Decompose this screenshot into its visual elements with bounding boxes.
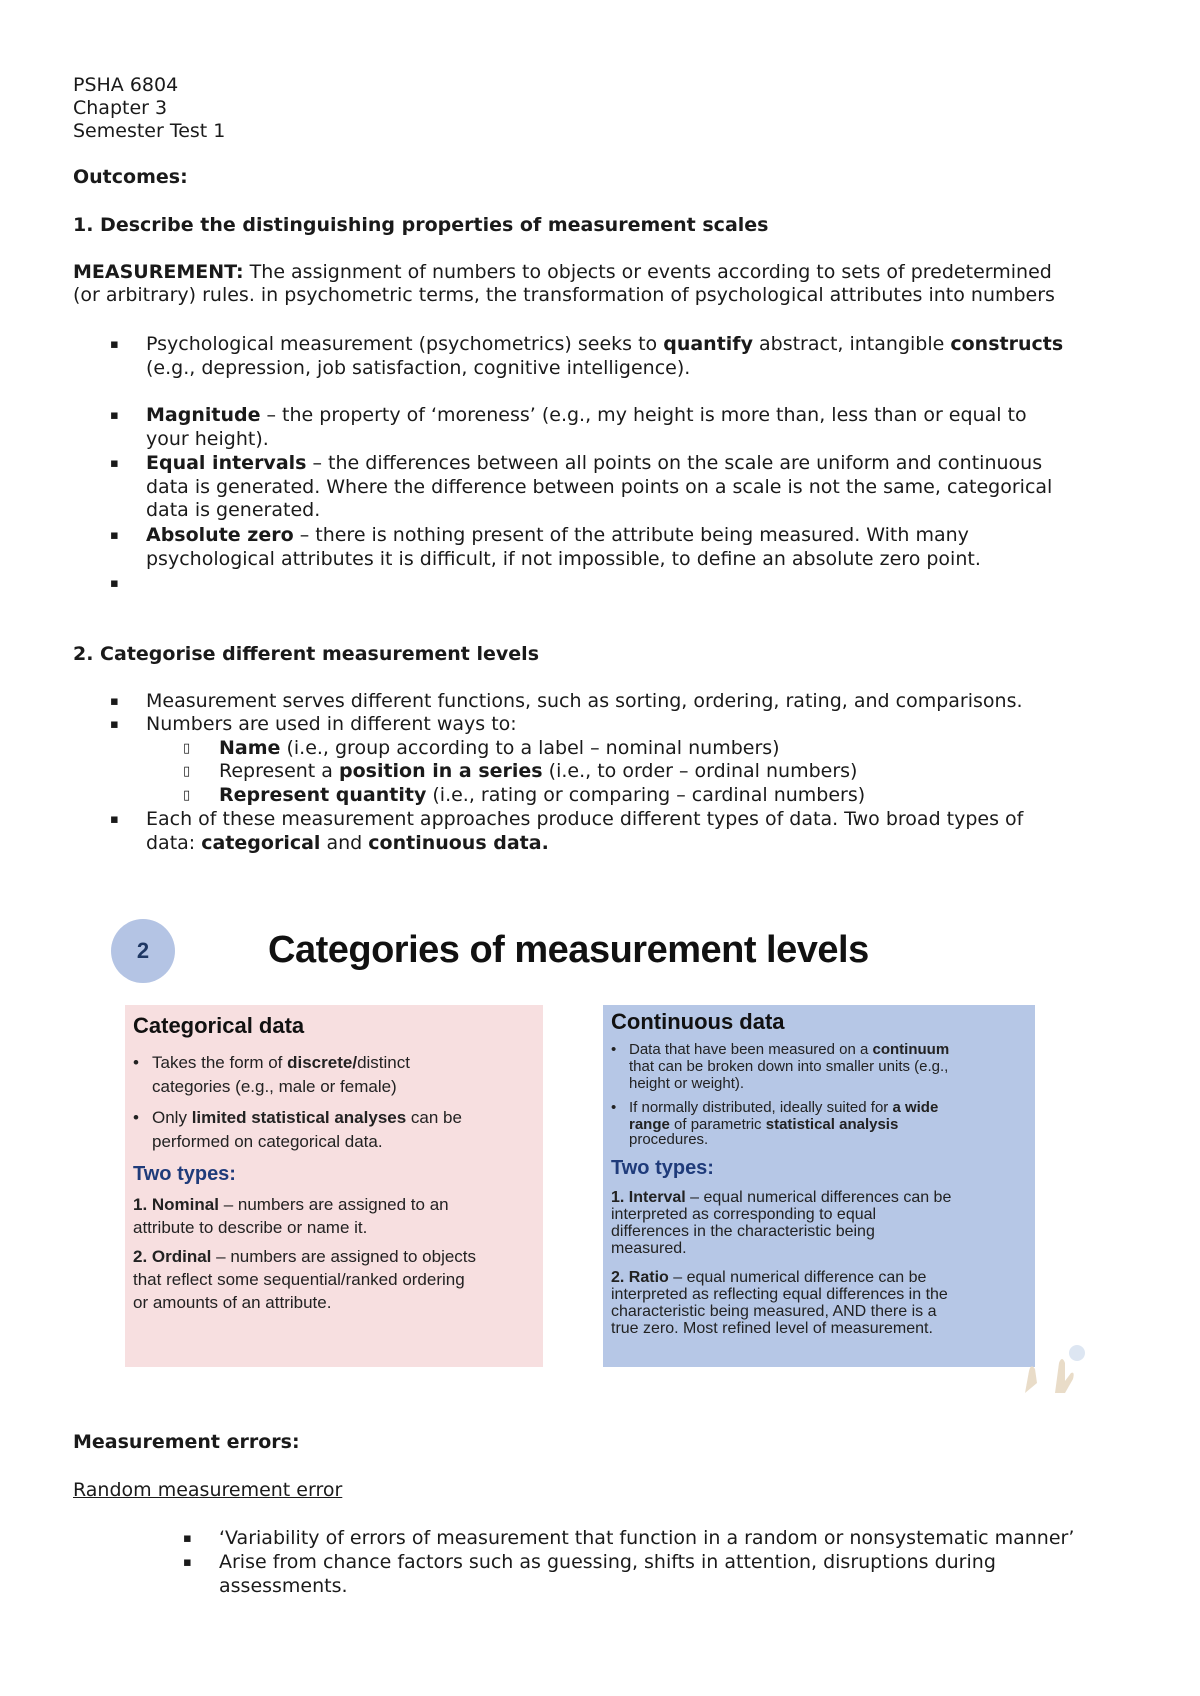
bullet-dot-icon: • [611,1041,617,1058]
slide-number-badge: 2 [111,919,175,983]
square-bullet-icon: ▪ [110,337,119,352]
errors-heading: Measurement errors: [73,1431,300,1453]
two-types-heading: Two types: [133,1163,236,1185]
square-bullet-icon: ▪ [110,812,119,827]
continuous-data-box: Continuous data • Data that have been measured on a continuum that can be broken down into smaller units (e.g., height or weight). • If normally distributed, ideally suited for a wide range of parametric statistical analysis procedures. Two types: 1. Interval – equal numerical differences can be interpreted as corresponding to equal differences in the characteristic being measured. 2. Ratio – equal numerical difference can be interpreted as reflecting equal differences in the characteristic being measured, AND there is a true zero. Most refined level of measurement. [603,1005,1035,1367]
missing-glyph-icon: ▯ [183,788,191,803]
chapter-label: Chapter 3 [73,97,168,119]
outcomes-heading: Outcomes: [73,166,188,188]
document-page: PSHA 6804 Chapter 3 Semester Test 1 Outcomes: 1. Describe the distinguishing properties of measurement scales MEASUREMENT: The assignment of numbers to objects or events according to sets of predetermined (or arbitrary) rules. in psychometric terms, the transformation of psychological attributes into numbers ▪ Psychological measurement (psychometrics) seeks to quantify abstract, intangible constructs (e.g., depression, job satisfaction, cognitive intelligence). ▪ Magnitude – the property of ‘moreness’ (e.g., my height is more than, less than or equal to your height). ▪ Equal intervals – the differences between all points on the scale are uniform and continuous data is generated. Where the difference between points on a scale is not the same, categorical data is generated. ▪ Absolute zero – there is nothing present of the attribute being measured. With many psychological attributes it is difficult, if not impossible, to define an absolute zero point. ▪ 2. Categorise different measurement levels ▪ Measurement serves different functions, such as sorting, ordering, rating, and comparisons. ▪ Numbers are used in different ways to: ▯ Name (i.e., group according to a label – nominal numbers) ▯ Represent a position in a series (i.e., to order – ordinal numbers) ▯ Represent quantity (i.e., rating or comparing – cardinal numbers) ▪ Each of these measurement approaches produce different types of data. Two broad types of data: categorical and continuous data. 2 Categories of measurement levels Categorical data • Takes the form of discrete/distinct categories (e.g., male or female) • Only limited statistical analyses can be performed on categorical data. Two types: 1. Nominal – numbers are assigned to an attribute to describe or name it. 2. Ordinal – numbers are assigned to objects that reflect some sequential/ranked ordering or amounts of an attribute. Continuous data • Data that have been measured on a continuum that can be broken down into smaller units (e.g., height or weight). • If normally distributed, ideally suited for a wide range of parametric statistical analysis procedures. Two types: 1. Interval – equal numerical differences can be interpreted as corresponding to equal differences in the characteristic being measured. 2. Ratio – equal numerical difference can be interpreted as reflecting equal differences in the characteristic being measured, AND there is a true zero. Most refined level of measurement. Measurement errors: Random measurement error ▪ ‘Variability of errors of measurement that function in a random or nonsystematic manner’ ▪ Arise from chance factors such as guessing, shifts in attention, disruptions during assessments. [0,0,1200,1696]
slide-figure [100,905,1085,1393]
measurement-definition-cont: (or arbitrary) rules. in psychometric terms, the transformation of psychological attributes into numbers [73,284,1055,306]
section2-heading: 2. Categorise different measurement levels [73,643,540,665]
categorical-title: Categorical data [133,1013,305,1038]
square-bullet-icon: ▪ [183,1555,192,1570]
categorical-data-box: Categorical data • Takes the form of discrete/distinct categories (e.g., male or female) • Only limited statistical analyses can be performed on categorical data. Two types: 1. Nominal – numbers are assigned to an attribute to describe or name it. 2. Ordinal – numbers are assigned to objects that reflect some sequential/ranked ordering or amounts of an attribute. [125,1005,543,1367]
test-label: Semester Test 1 [73,120,226,142]
bullet-dot-icon: • [133,1108,139,1127]
square-bullet-icon: ▪ [110,408,119,423]
missing-glyph-icon: ▯ [183,764,191,779]
square-bullet-icon: ▪ [183,1531,192,1546]
square-bullet-icon: ▪ [110,528,119,543]
bullet-dot-icon: • [611,1099,617,1116]
section1-heading: 1. Describe the distinguishing properties of measurement scales [73,214,769,236]
square-bullet-icon: ▪ [110,694,119,709]
bullet-dot-icon: • [133,1053,139,1072]
slide-title: Categories of measurement levels [268,929,869,971]
definition-term: MEASUREMENT: [73,261,244,283]
missing-glyph-icon: ▯ [183,741,191,756]
square-bullet-icon: ▪ [110,456,119,471]
decorative-hands-icon [1015,1333,1085,1393]
continuous-title: Continuous data [611,1009,785,1034]
course-code: PSHA 6804 [73,74,179,96]
square-bullet-icon: ▪ [110,717,119,732]
random-error-subheading: Random measurement error [73,1479,343,1501]
measurement-definition: MEASUREMENT: The assignment of numbers to objects or events according to sets of predetermined [73,261,1052,283]
square-bullet-icon: ▪ [110,576,119,591]
two-types-heading: Two types: [611,1157,714,1179]
